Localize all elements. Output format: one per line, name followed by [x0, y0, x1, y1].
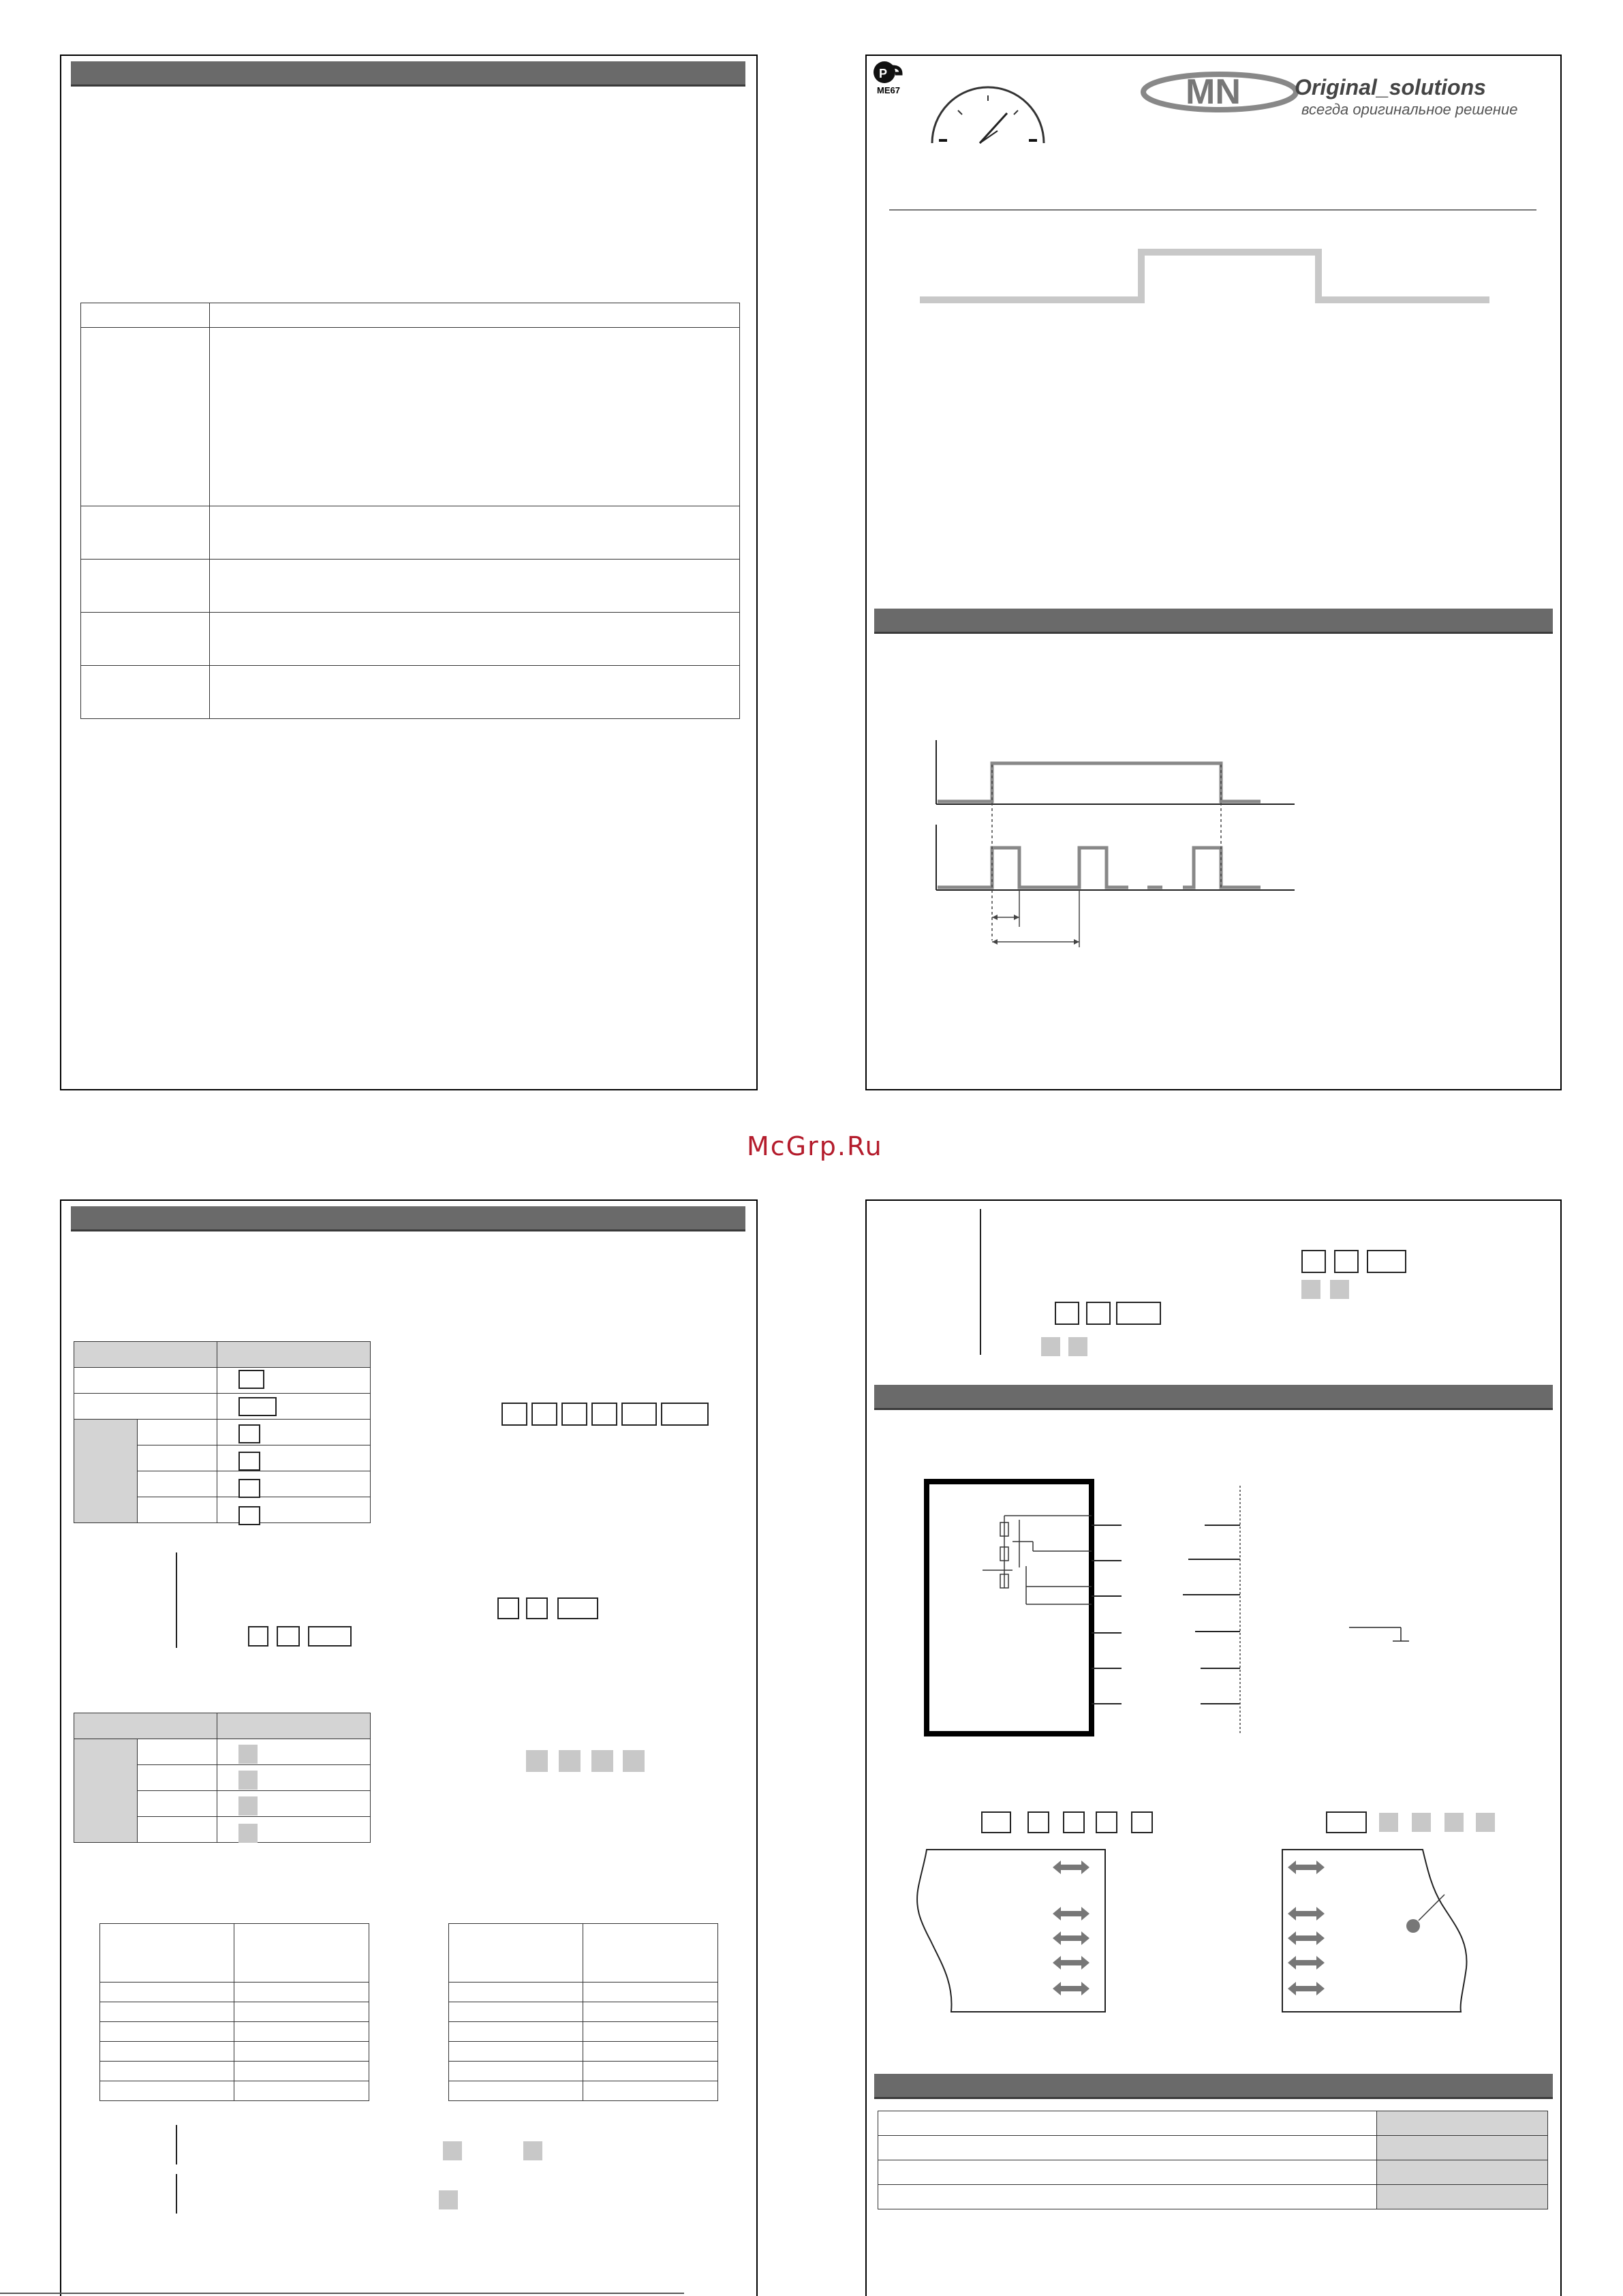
table-cell — [81, 506, 210, 560]
pulse-waveform — [920, 245, 1492, 313]
button-symbol — [1086, 1302, 1111, 1325]
table-cell — [138, 1420, 217, 1445]
indicator-square — [559, 1750, 581, 1772]
table-cell — [210, 613, 740, 666]
settings-table — [74, 1341, 371, 1523]
button-symbol — [1116, 1302, 1161, 1325]
button-symbol — [557, 1597, 598, 1619]
table-cell — [100, 1983, 234, 2002]
panel-top-left — [60, 55, 758, 1090]
table-header-cell — [74, 1713, 217, 1739]
table-cell — [583, 1924, 718, 1983]
gauge-icon — [927, 80, 1049, 149]
table-cell — [81, 560, 210, 613]
table-cell — [234, 2081, 369, 2101]
button-symbol — [561, 1403, 587, 1426]
table-cell — [210, 560, 740, 613]
button-symbol — [238, 1479, 260, 1498]
section-header-bar — [71, 61, 745, 87]
table-cell — [1377, 2111, 1548, 2136]
table-cell — [138, 1445, 217, 1471]
button-symbol — [308, 1626, 352, 1647]
values-table-left — [99, 1923, 369, 2101]
indicator-square — [1379, 1813, 1398, 1832]
button-symbol — [238, 1452, 260, 1471]
table-cell — [234, 2002, 369, 2022]
button-symbol — [238, 1370, 264, 1389]
indicator-square — [523, 2141, 542, 2160]
table-cell — [234, 1983, 369, 2002]
indicator-square — [238, 1745, 258, 1764]
wiring-diagram — [924, 1479, 1428, 1738]
brand-logo-icon — [1138, 68, 1301, 116]
table-cell — [138, 1471, 217, 1497]
table-group-cell — [74, 1420, 138, 1523]
indicator-square — [1444, 1813, 1464, 1832]
note-bar — [176, 2125, 177, 2164]
table-cell — [878, 2136, 1377, 2160]
table-header-cell — [217, 1342, 371, 1368]
table-cell — [1377, 2136, 1548, 2160]
specs-table — [878, 2111, 1548, 2209]
table-cell — [878, 2160, 1377, 2185]
table-cell — [138, 1497, 217, 1523]
button-symbol — [1326, 1811, 1367, 1833]
table-cell — [100, 2081, 234, 2101]
indicator-square — [623, 1750, 645, 1772]
button-symbol — [1131, 1811, 1153, 1833]
indicator-square — [439, 2190, 458, 2209]
brand-tagline: всегда оригинальное решение — [1301, 101, 1518, 118]
table-cell — [234, 2022, 369, 2042]
svg-text:P: P — [879, 67, 888, 80]
indicator-square — [1476, 1813, 1495, 1832]
table-cell — [81, 666, 210, 719]
connector-module-left — [913, 1846, 1111, 2016]
button-symbol — [981, 1811, 1011, 1833]
table-cell — [74, 1368, 217, 1394]
table-cell — [449, 2081, 583, 2101]
table-cell — [449, 2002, 583, 2022]
section-header-bar — [874, 609, 1553, 634]
table-cell — [210, 666, 740, 719]
table-cell — [210, 303, 740, 328]
brand-name: Original_solutions — [1295, 75, 1486, 100]
table-cell — [100, 2002, 234, 2022]
table-cell — [449, 2062, 583, 2081]
button-symbol — [1301, 1250, 1326, 1273]
table-cell — [138, 1765, 217, 1791]
button-symbol — [501, 1403, 527, 1426]
button-symbol — [497, 1597, 519, 1619]
table-header-cell — [217, 1713, 371, 1739]
parameters-table — [80, 303, 740, 719]
button-symbol — [526, 1597, 548, 1619]
table-cell — [81, 328, 210, 506]
divider — [889, 209, 1536, 211]
button-symbol — [1367, 1250, 1406, 1273]
table-cell — [583, 2042, 718, 2062]
indicator-square — [238, 1824, 258, 1843]
certification-code: ME67 — [877, 85, 900, 95]
table-cell — [81, 613, 210, 666]
button-symbol — [1096, 1811, 1117, 1833]
table-cell — [138, 1791, 217, 1817]
table-cell — [583, 2062, 718, 2081]
indicator-square — [1412, 1813, 1431, 1832]
table-group-cell — [74, 1739, 138, 1843]
table-cell — [583, 2002, 718, 2022]
indicator-square — [1330, 1280, 1349, 1299]
button-symbol — [277, 1626, 300, 1647]
note-bar — [176, 2174, 177, 2214]
table-cell — [583, 2081, 718, 2101]
section-header-bar — [874, 1385, 1553, 1410]
indicator-square — [526, 1750, 548, 1772]
certification-icon — [872, 60, 905, 87]
table-header-cell — [74, 1342, 217, 1368]
indicator-square — [1041, 1337, 1060, 1356]
indicator-table — [74, 1713, 371, 1843]
timing-diagram — [927, 729, 1308, 961]
table-cell — [100, 2062, 234, 2081]
button-symbol — [238, 1424, 260, 1443]
table-cell — [449, 1983, 583, 2002]
button-symbol — [591, 1403, 617, 1426]
button-symbol — [1063, 1811, 1085, 1833]
note-bar — [176, 1552, 177, 1648]
section-header-bar — [874, 2074, 1553, 2099]
table-cell — [449, 2022, 583, 2042]
table-cell — [449, 2042, 583, 2062]
button-symbol — [621, 1403, 657, 1426]
table-cell — [1377, 2185, 1548, 2209]
values-table-right — [448, 1923, 718, 2101]
table-cell — [583, 2022, 718, 2042]
button-symbol — [238, 1397, 277, 1416]
button-symbol — [238, 1506, 260, 1525]
bottom-rule — [0, 2293, 684, 2294]
logo-letters: MN — [1186, 72, 1241, 112]
table-cell — [234, 2042, 369, 2062]
button-symbol — [531, 1403, 557, 1426]
indicator-square — [1068, 1337, 1087, 1356]
watermark: McGrp.Ru — [747, 1131, 883, 1161]
section-header-bar — [71, 1206, 745, 1231]
table-cell — [138, 1739, 217, 1765]
note-bar — [980, 1209, 981, 1355]
table-cell — [234, 1924, 369, 1983]
indicator-square — [443, 2141, 462, 2160]
table-cell — [210, 506, 740, 560]
button-symbol — [1055, 1302, 1079, 1325]
table-cell — [449, 1924, 583, 1983]
table-cell — [1377, 2160, 1548, 2185]
button-symbol — [661, 1403, 709, 1426]
table-cell — [100, 1924, 234, 1983]
indicator-square — [1301, 1280, 1320, 1299]
indicator-square — [591, 1750, 613, 1772]
table-cell — [234, 2062, 369, 2081]
table-cell — [100, 2022, 234, 2042]
table-cell — [878, 2185, 1377, 2209]
table-cell — [138, 1817, 217, 1843]
button-symbol — [248, 1626, 268, 1647]
table-cell — [878, 2111, 1377, 2136]
connector-module-right — [1281, 1846, 1479, 2016]
button-symbol — [1334, 1250, 1359, 1273]
indicator-square — [238, 1771, 258, 1790]
button-symbol — [1027, 1811, 1049, 1833]
table-cell — [100, 2042, 234, 2062]
table-cell — [583, 1983, 718, 2002]
table-cell — [81, 303, 210, 328]
table-cell — [74, 1394, 217, 1420]
indicator-square — [238, 1796, 258, 1816]
table-cell — [210, 328, 740, 506]
